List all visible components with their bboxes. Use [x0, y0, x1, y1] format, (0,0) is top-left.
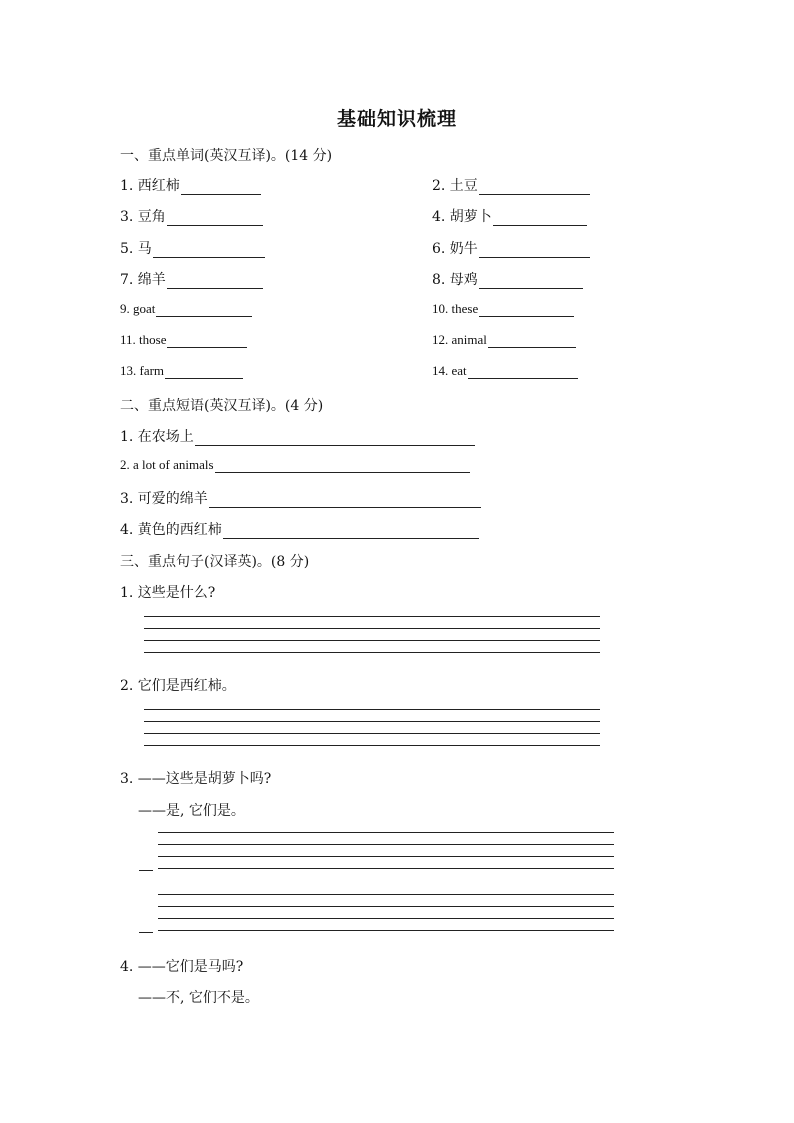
writing-line[interactable]: [144, 652, 600, 653]
phrase-label: 2. a lot of animals: [120, 457, 214, 472]
writing-line[interactable]: [144, 721, 600, 722]
dialogue-dash: [139, 870, 153, 871]
phrase-item: [120, 426, 475, 446]
vocab-label: 10. these: [432, 301, 479, 316]
writing-line[interactable]: [158, 918, 614, 919]
phrase-item: [120, 519, 479, 539]
vocab-label: 13. farm: [120, 363, 165, 378]
vocab-item: [432, 363, 578, 379]
answer-blank[interactable]: [223, 524, 479, 539]
answer-blank[interactable]: [479, 243, 590, 258]
writing-line[interactable]: [144, 640, 600, 641]
phrase-item: [120, 457, 470, 473]
vocab-item: [120, 175, 261, 195]
answer-blank[interactable]: [468, 364, 578, 379]
answer-blank[interactable]: [479, 302, 574, 317]
writing-line[interactable]: [158, 868, 614, 869]
writing-line[interactable]: [158, 844, 614, 845]
vocab-item: [120, 206, 263, 226]
answer-blank[interactable]: [167, 211, 263, 226]
sentence-answer-3: ——是, 它们是。: [138, 803, 245, 819]
vocab-item: [120, 269, 263, 289]
vocab-item: [432, 206, 587, 226]
writing-line[interactable]: [144, 616, 600, 617]
writing-line[interactable]: [158, 856, 614, 857]
answer-blank[interactable]: [195, 431, 475, 446]
section-heading-phrases: 二、重点短语(英汉互译)。(4 分): [120, 398, 324, 414]
dialogue-dash: [139, 932, 153, 933]
answer-blank[interactable]: [493, 211, 587, 226]
writing-line[interactable]: [144, 733, 600, 734]
vocab-item: [120, 332, 247, 348]
answer-blank[interactable]: [479, 180, 590, 195]
vocab-label: 2. 土豆: [432, 178, 478, 194]
phrase-label: 3. 可爱的绵羊: [120, 491, 208, 507]
vocab-label: 5. 马: [120, 241, 152, 257]
answer-blank[interactable]: [167, 274, 263, 289]
sentence-answer-4: ——不, 它们不是。: [138, 990, 259, 1006]
answer-blank[interactable]: [153, 243, 265, 258]
vocab-item: [120, 301, 252, 317]
vocab-item: [432, 175, 590, 195]
vocab-item: [432, 238, 590, 258]
phrase-label: 4. 黄色的西红柿: [120, 522, 222, 538]
vocab-item: [120, 238, 265, 258]
answer-blank[interactable]: [479, 274, 583, 289]
vocab-label: 6. 奶牛: [432, 241, 478, 257]
answer-blank[interactable]: [165, 364, 243, 379]
answer-blank[interactable]: [488, 333, 576, 348]
vocab-label: 3. 豆角: [120, 209, 166, 225]
vocab-label: 12. animal: [432, 332, 487, 347]
answer-blank[interactable]: [215, 458, 470, 473]
section-heading-sentences: 三、重点句子(汉译英)。(8 分): [120, 554, 310, 570]
vocab-item: [432, 332, 576, 348]
vocab-label: 4. 胡萝卜: [432, 209, 492, 225]
vocab-item: [120, 363, 243, 379]
vocab-label: 8. 母鸡: [432, 272, 478, 288]
vocab-label: 14. eat: [432, 363, 467, 378]
writing-line[interactable]: [144, 628, 600, 629]
writing-line[interactable]: [144, 709, 600, 710]
vocab-label: 1. 西红柿: [120, 178, 180, 194]
phrase-label: 1. 在农场上: [120, 429, 194, 445]
vocab-label: 9. goat: [120, 301, 156, 316]
answer-blank[interactable]: [167, 333, 247, 348]
sentence-question-2: 2. 它们是西红柿。: [120, 678, 236, 694]
writing-line[interactable]: [158, 906, 614, 907]
answer-blank[interactable]: [156, 302, 252, 317]
writing-line[interactable]: [158, 894, 614, 895]
sentence-question-3: 3. ——这些是胡萝卜吗?: [120, 771, 272, 787]
page-title: 基础知识梳理: [336, 108, 457, 130]
section-heading-vocabulary: 一、重点单词(英汉互译)。(14 分): [120, 148, 333, 164]
answer-blank[interactable]: [181, 180, 261, 195]
sentence-question-1: 1. 这些是什么?: [120, 585, 216, 601]
writing-line[interactable]: [144, 745, 600, 746]
answer-blank[interactable]: [209, 493, 481, 508]
phrase-item: [120, 488, 481, 508]
vocab-label: 11. those: [120, 332, 167, 347]
sentence-question-4: 4. ——它们是马吗?: [120, 959, 244, 975]
vocab-item: [432, 301, 574, 317]
vocab-item: [432, 269, 583, 289]
vocab-label: 7. 绵羊: [120, 272, 166, 288]
writing-line[interactable]: [158, 832, 614, 833]
writing-line[interactable]: [158, 930, 614, 931]
